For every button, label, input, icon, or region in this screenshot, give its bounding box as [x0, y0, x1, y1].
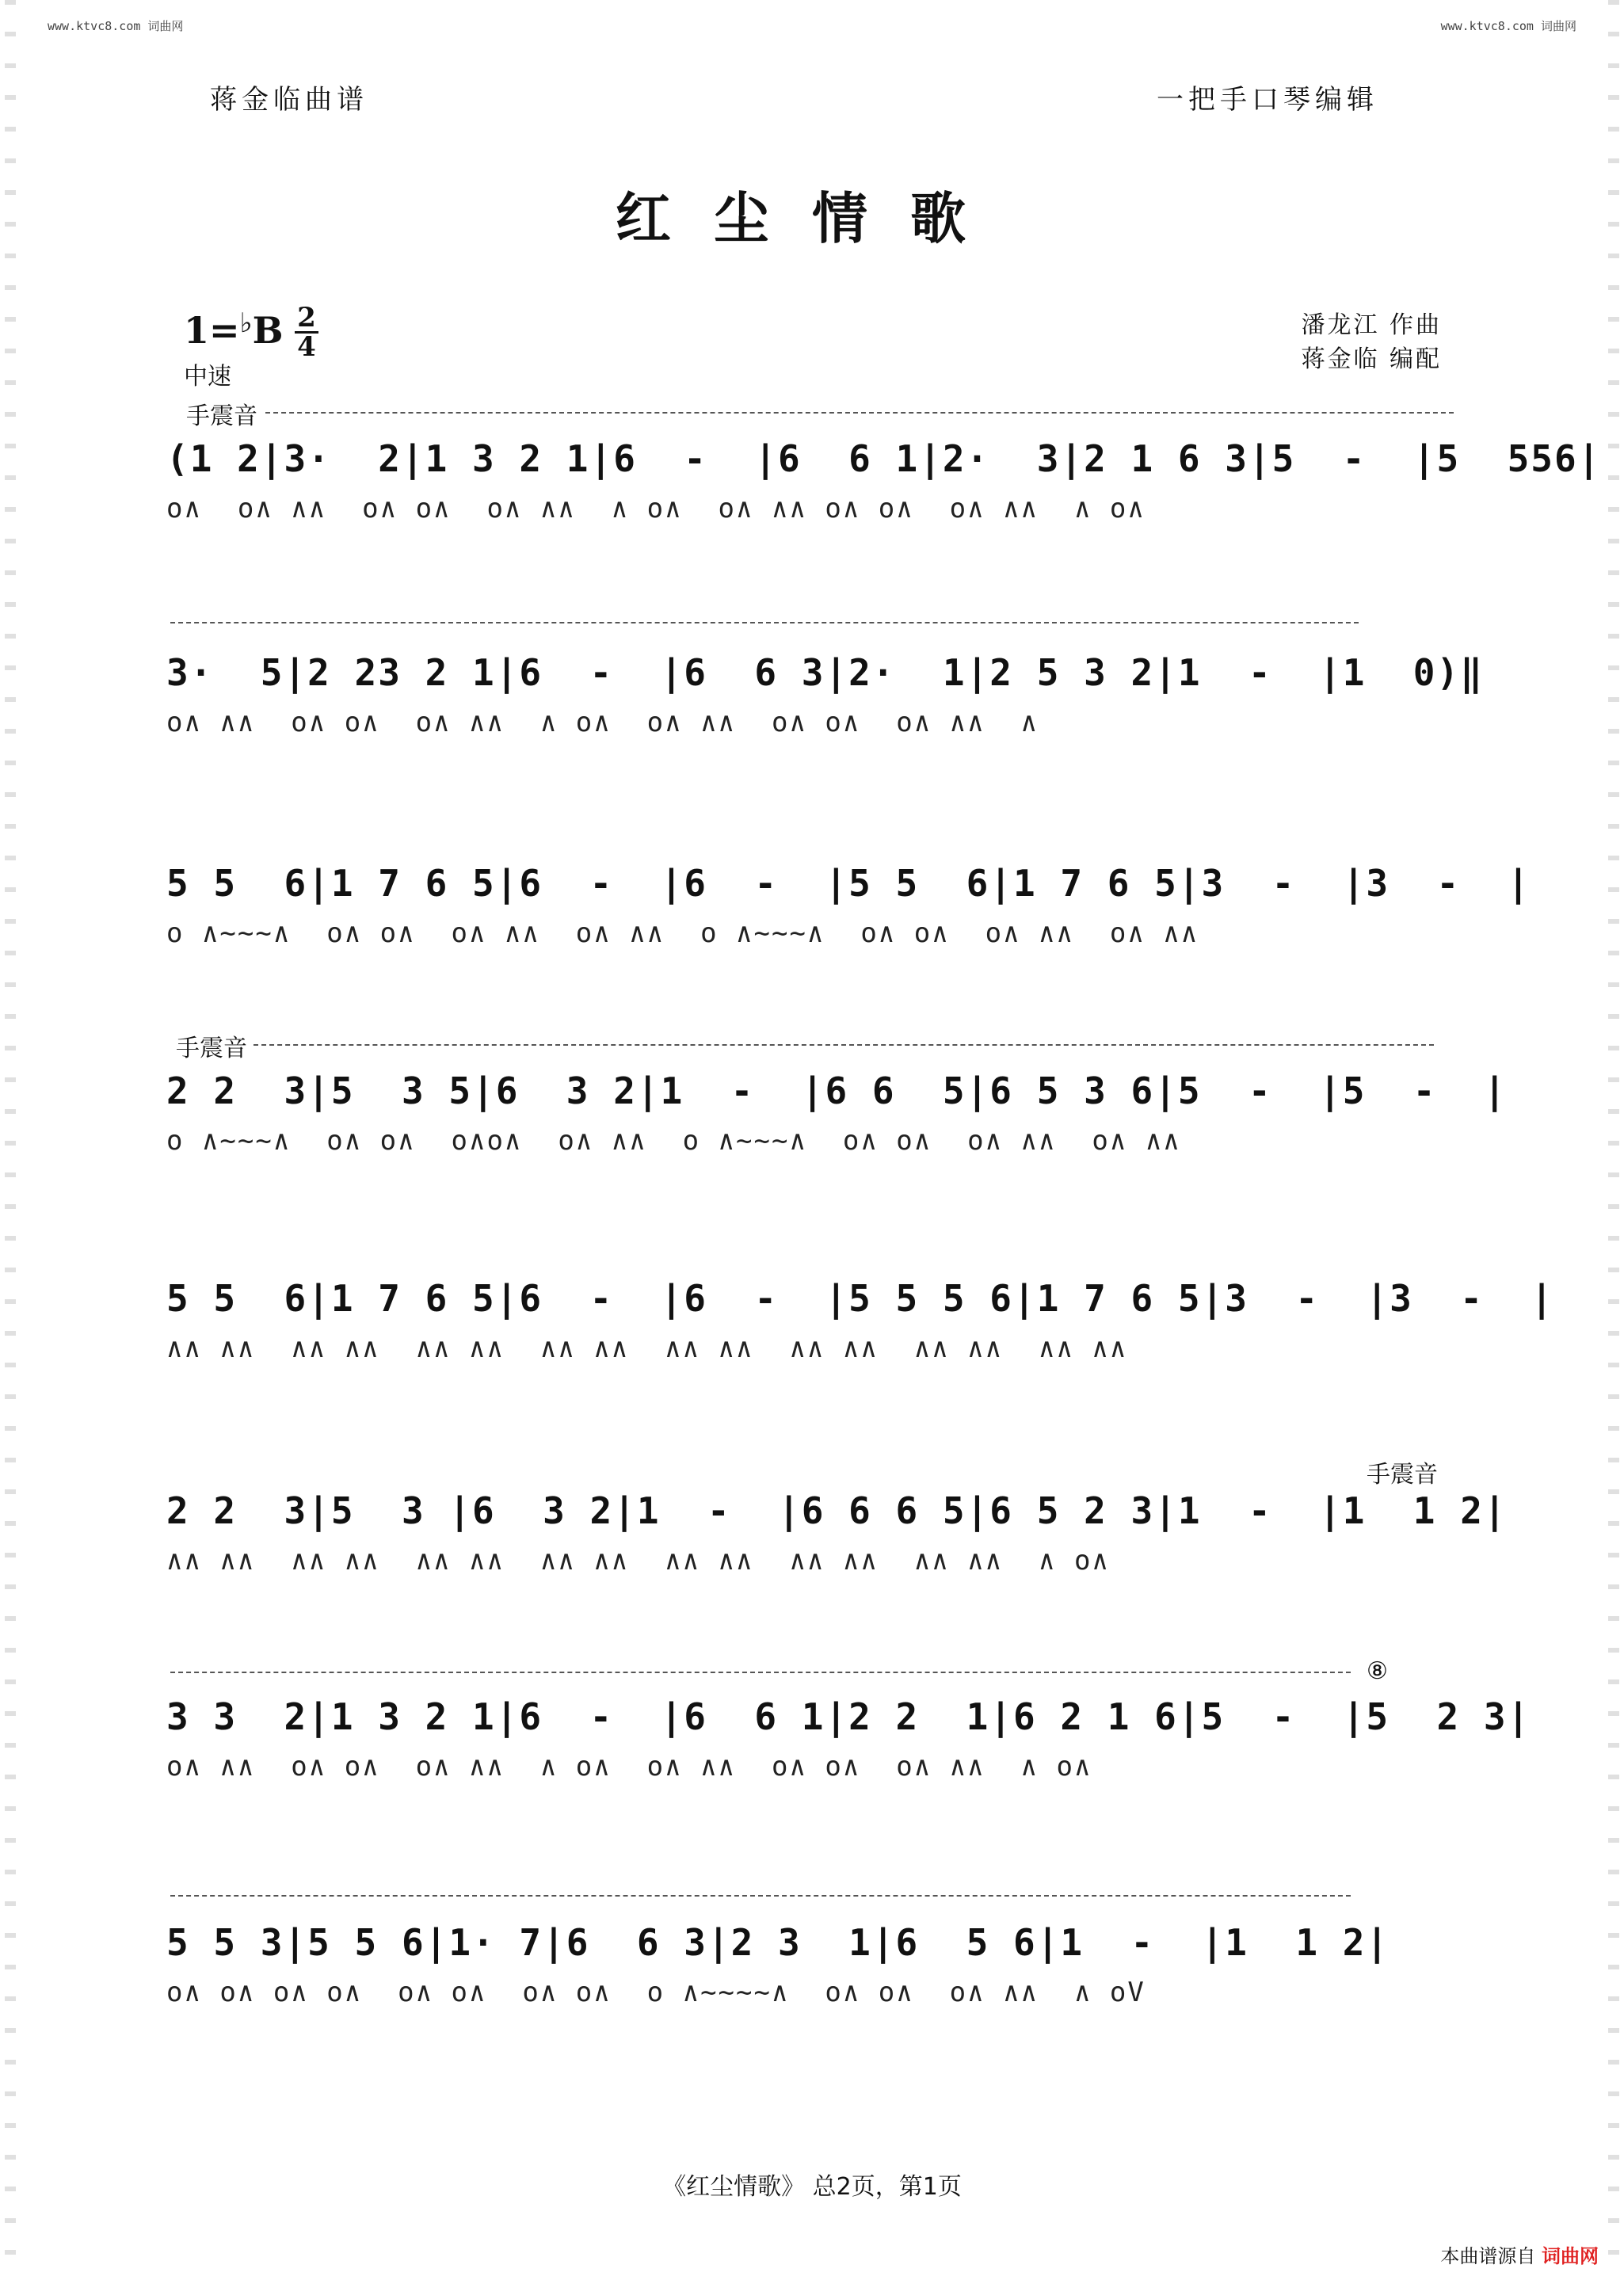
time-numerator: 2	[297, 302, 316, 334]
composer-credit: 潘龙江 作曲	[1301, 311, 1442, 339]
notes-row-3: 5 5 6|1 7 6 5|6 - |6 - |5 5 6|1 7 6 5|3 - |3 - |	[166, 862, 1531, 905]
source-text: 本曲谱源自	[1440, 2245, 1536, 2267]
tremolo-line-2	[170, 622, 1359, 623]
key-note: B	[252, 309, 284, 352]
tremolo-label-3: 手震音	[1367, 1461, 1438, 1489]
breath-row-7: o∧ ∧∧ o∧ o∧ o∧ ∧∧ ∧ o∧ o∧ ∧∧ o∧ o∧ o∧ ∧∧ ∧ o∧	[166, 1751, 1092, 1782]
tempo-marking: 中速	[184, 363, 231, 391]
flat-sign: ♭	[239, 307, 253, 339]
source-credit	[1440, 2240, 1599, 2268]
source-brand[interactable]: 词曲网	[1542, 2245, 1599, 2267]
score-row-5	[166, 1277, 1554, 1372]
key-prefix: 1=	[184, 309, 240, 352]
notes-row-7: 3 3 2|1 3 2 1|6 - |6 6 1|2 2 1|6 2 1 6|5 - |5 2 3|	[166, 1695, 1531, 1738]
notes-row-8: 5 5 3|5 5 6|1· 7|6 6 3|2 3 1|6 5 6|1 - |1 1 2|	[166, 1921, 1390, 1964]
key-signature	[184, 307, 284, 352]
tremolo-line-1	[265, 412, 1454, 414]
score-row-1	[166, 437, 1602, 532]
notes-row-1: (1 2|3· 2|1 3 2 1|6 - |6 6 1|2· 3|2 1 6 3|5 - |5 556|	[166, 437, 1602, 480]
score-row-4	[166, 1069, 1508, 1165]
notes-row-6: 2 2 3|5 3 |6 3 2|1 - |6 6 6 5|6 5 2 3|1 - |1 1 2|	[166, 1489, 1508, 1532]
segno-mark: ⑧	[1367, 1657, 1388, 1685]
page-title: 红尘情歌	[616, 185, 1008, 251]
tremolo-line-4	[170, 1672, 1351, 1673]
score-row-2	[166, 651, 1484, 746]
page-footer: 《红尘情歌》 总2页，第1页	[662, 2173, 962, 2201]
site-label-left: www.ktvc8.com 词曲网	[48, 19, 184, 33]
time-denominator: 4	[297, 331, 316, 363]
breath-row-8: o∧ o∧ o∧ o∧ o∧ o∧ o∧ o∧ o ∧~~~~∧ o∧ o∧ o∧ ∧∧ ∧ oV	[166, 1977, 1146, 2008]
tremolo-label-2: 手震音	[176, 1035, 247, 1062]
tremolo-label-1: 手震音	[186, 402, 257, 430]
breath-row-5: ∧∧ ∧∧ ∧∧ ∧∧ ∧∧ ∧∧ ∧∧ ∧∧ ∧∧ ∧∧ ∧∧ ∧∧ ∧∧ ∧∧ ∧∧ ∧∧	[166, 1333, 1128, 1364]
notes-row-5: 5 5 6|1 7 6 5|6 - |6 - |5 5 5 6|1 7 6 5|3 - |3 - |	[166, 1277, 1554, 1320]
notes-row-4: 2 2 3|5 3 5|6 3 2|1 - |6 6 5|6 5 3 6|5 - |5 - |	[166, 1069, 1508, 1112]
time-signature	[295, 302, 318, 363]
header-left: 蒋金临曲谱	[210, 84, 368, 116]
left-margin-watermark	[5, 0, 16, 2280]
breath-row-1: o∧ o∧ ∧∧ o∧ o∧ o∧ ∧∧ ∧ o∧ o∧ ∧∧ o∧ o∧ o∧ ∧∧ ∧ o∧	[166, 493, 1146, 524]
breath-row-4: o ∧~~~∧ o∧ o∧ o∧o∧ o∧ ∧∧ o ∧~~~∧ o∧ o∧ o∧ ∧∧ o∧ ∧∧	[166, 1125, 1181, 1157]
score-row-8	[166, 1921, 1458, 2016]
score-row-3	[166, 862, 1531, 957]
score-row-6	[166, 1489, 1508, 1584]
tremolo-line-3	[254, 1044, 1434, 1046]
breath-row-6: ∧∧ ∧∧ ∧∧ ∧∧ ∧∧ ∧∧ ∧∧ ∧∧ ∧∧ ∧∧ ∧∧ ∧∧ ∧∧ ∧∧ ∧ o∧	[166, 1545, 1110, 1577]
score-row-7	[166, 1695, 1531, 1790]
right-margin-watermark	[1608, 0, 1619, 2280]
arranger-credit: 蒋金临 编配	[1301, 345, 1442, 373]
notes-row-2: 3· 5|2 23 2 1|6 - |6 6 3|2· 1|2 5 3 2|1 - |1 0)‖	[166, 651, 1484, 694]
header-right: 一把手口琴编辑	[1157, 84, 1378, 116]
site-label-right: www.ktvc8.com 词曲网	[1440, 19, 1576, 33]
tremolo-line-5	[170, 1895, 1351, 1897]
breath-row-2: o∧ ∧∧ o∧ o∧ o∧ ∧∧ ∧ o∧ o∧ ∧∧ o∧ o∧ o∧ ∧∧ ∧	[166, 707, 1039, 738]
breath-row-3: o ∧~~~∧ o∧ o∧ o∧ ∧∧ o∧ ∧∧ o ∧~~~∧ o∧ o∧ o∧ ∧∧ o∧ ∧∧	[166, 917, 1199, 949]
